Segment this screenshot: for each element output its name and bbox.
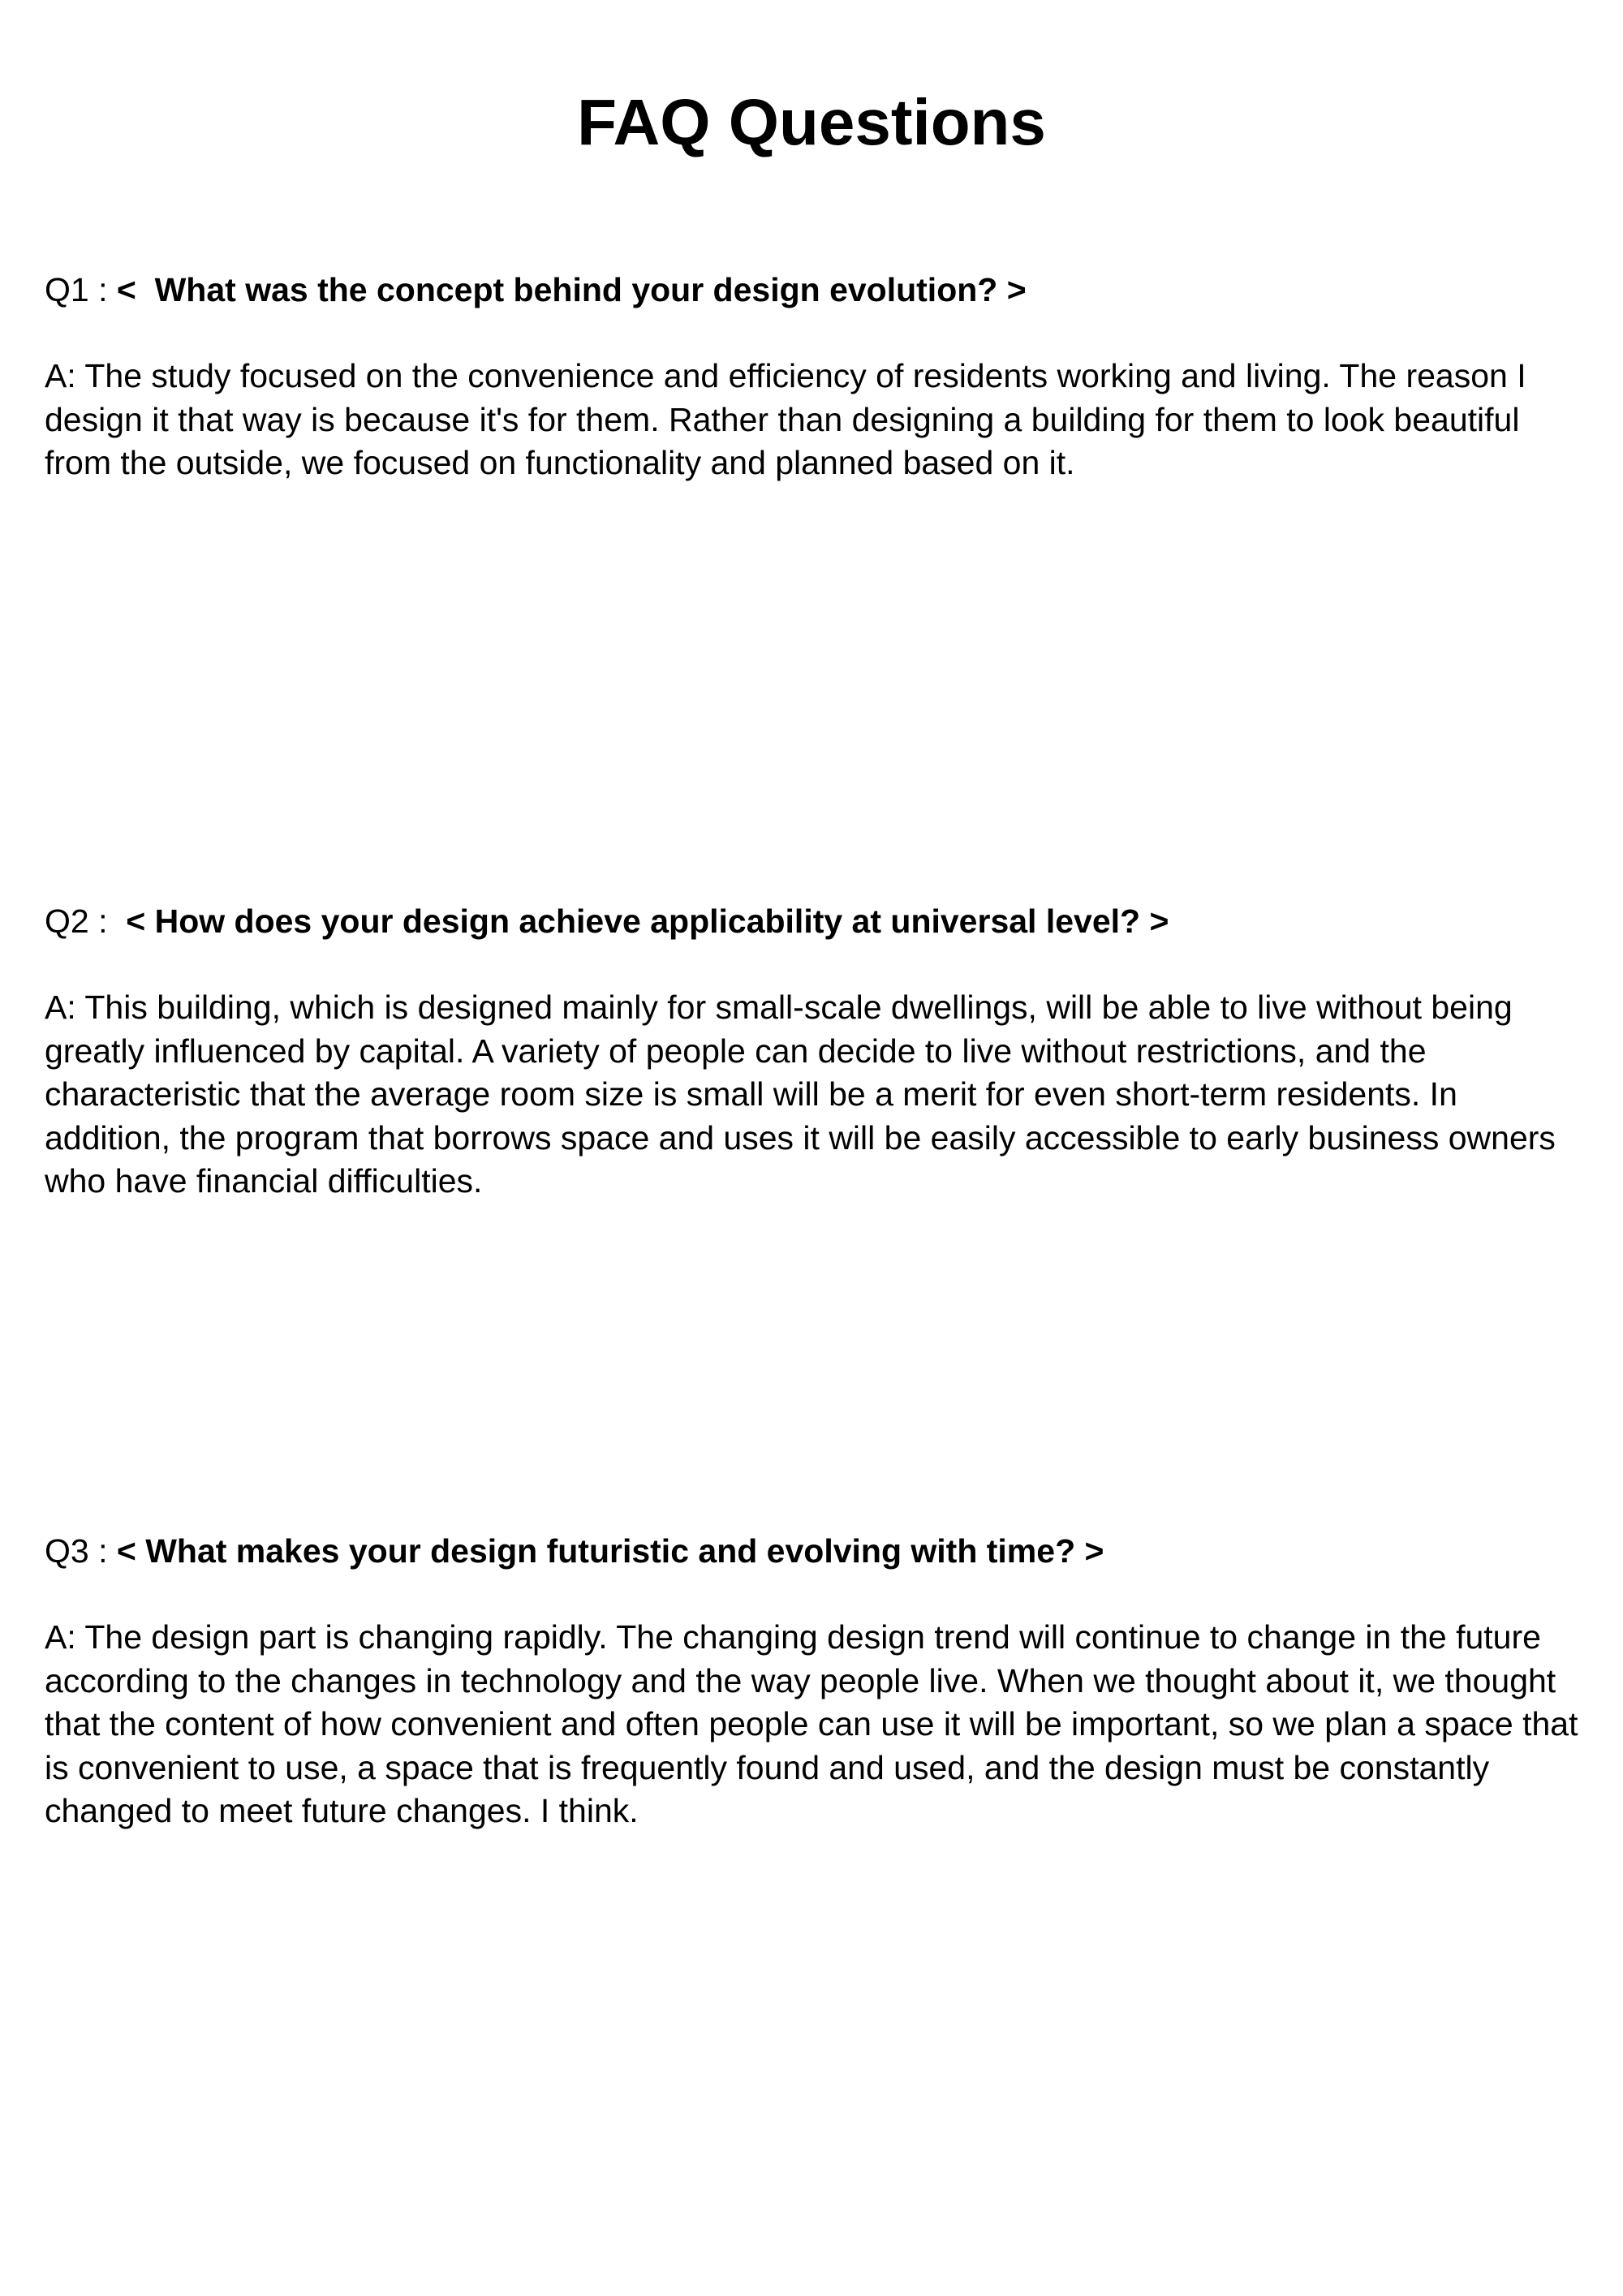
faq-question-text-3: < What makes your design futuristic and evolving with time? > xyxy=(116,1532,1104,1570)
faq-question-label-3: Q3 : xyxy=(45,1532,117,1570)
faq-question-2 xyxy=(45,899,1586,943)
faq-answer-3: A: The design part is changing rapidly. The changing design trend will continue to change in the future according to the changes in technology and the way people live. When we thought about it, we thought that the content of how convenient and often people can use it will be important, so we plan a space that is convenient to use, a space that is frequently found and used, and the design must be constantly changed to meet future changes. I think. xyxy=(45,1618,1578,1829)
faq-question-text-2: < How does your design achieve applicability at universal level? > xyxy=(126,902,1169,940)
faq-question-text-1: < What was the concept behind your design evolution? > xyxy=(116,271,1027,308)
faq-item-1 xyxy=(45,268,1586,485)
faq-item-3 xyxy=(45,1529,1586,1833)
faq-question-1 xyxy=(45,268,1586,312)
faq-answer-1: A: The study focused on the convenience and efficiency of residents working and living. The reason I design it that way is because it's for them. Rather than designing a building for them to look beautiful from the outside, we focused on functionality and planned based on it. xyxy=(45,357,1526,481)
faq-answer-2: A: This building, which is designed mainly for small-scale dwellings, will be able to live without being greatly influenced by capital. A variety of people can decide to live without restrictions, and the characteristic that the average room size is small will be a merit for even short-term residents. In addition, the program that borrows space and uses it will be easily accessible to early business owners who have financial difficulties. xyxy=(45,989,1556,1200)
faq-question-label-2: Q2 : xyxy=(45,902,127,940)
page-title: FAQ Questions xyxy=(577,86,1046,158)
faq-item-2 xyxy=(45,899,1586,1204)
faq-question-3 xyxy=(45,1529,1586,1573)
faq-question-label-1: Q1 : xyxy=(45,271,117,308)
